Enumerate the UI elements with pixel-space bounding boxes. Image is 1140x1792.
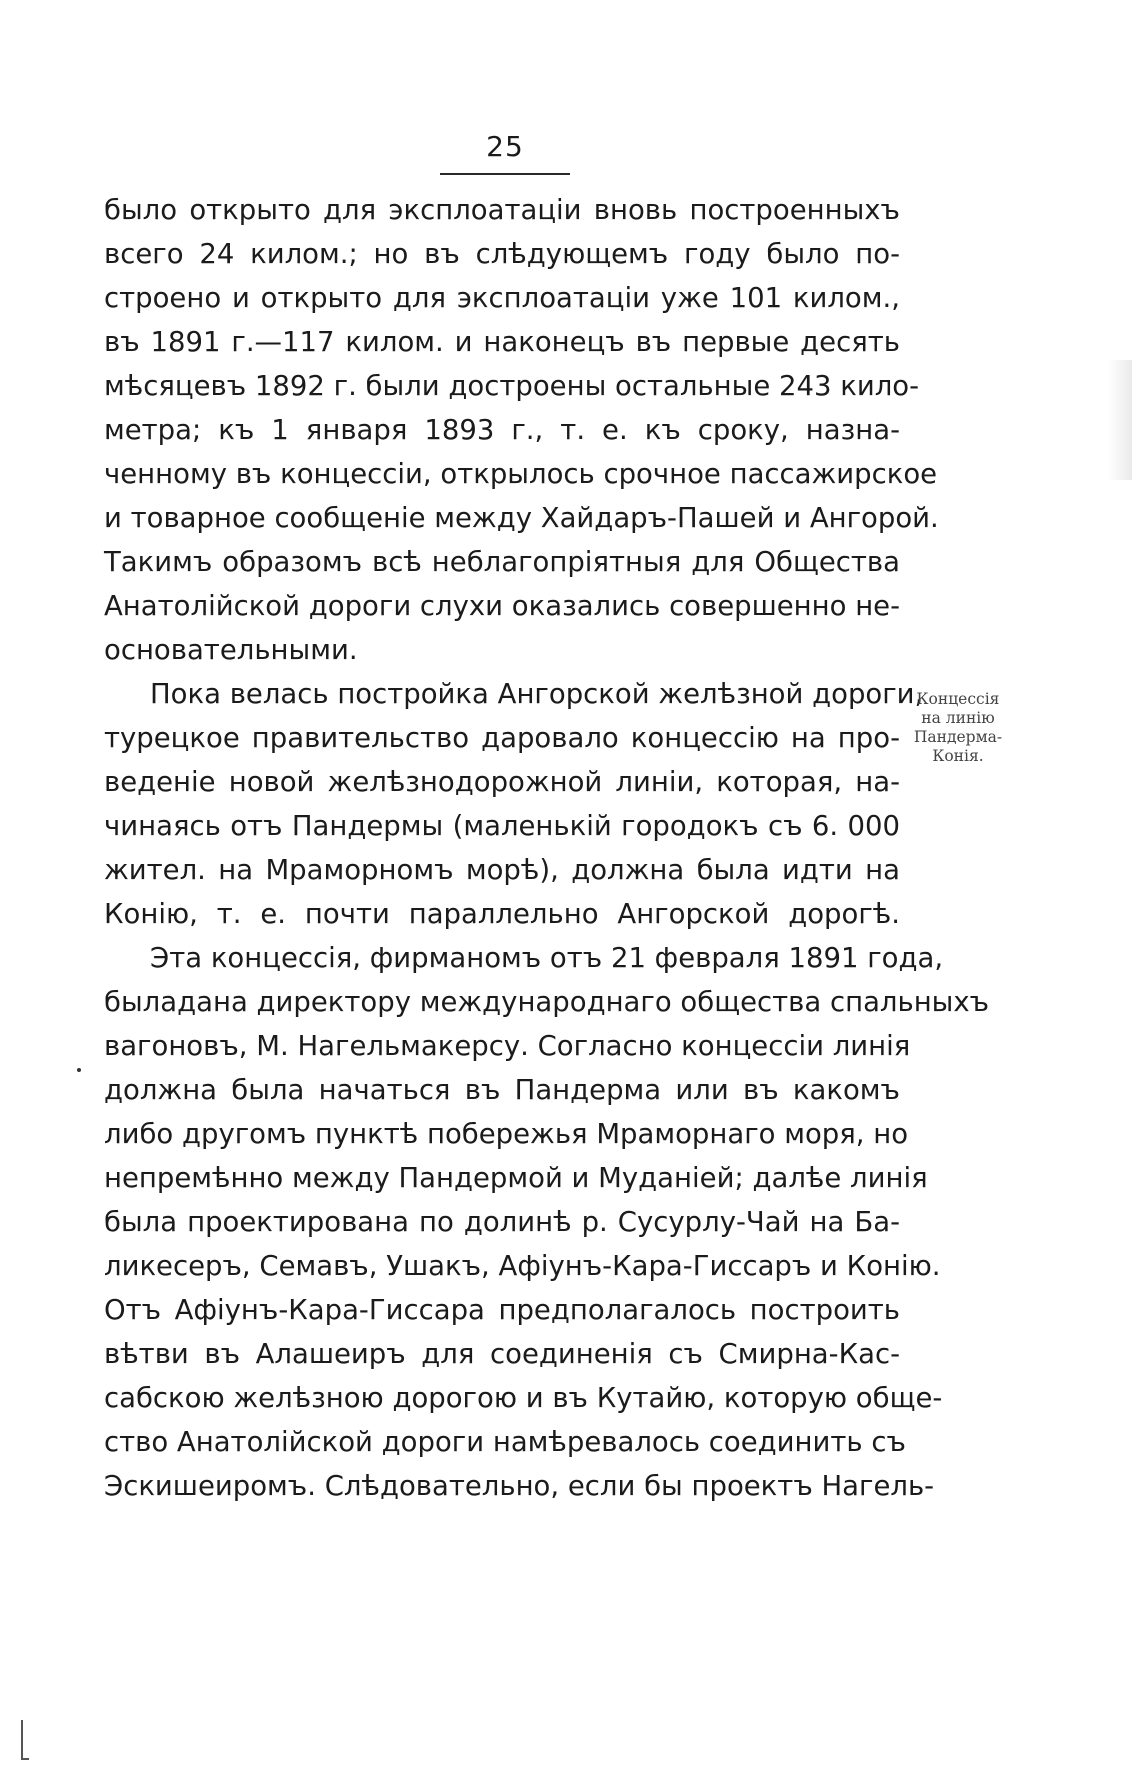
- text-line: сабскою желѣзною дорогою и въ Кутайю, которую обще-: [104, 1382, 943, 1414]
- margin-note-line: на линію: [921, 709, 995, 727]
- page-number-rule: [440, 173, 570, 175]
- margin-note-line: Пандерма-: [913, 728, 1003, 746]
- margin-note: [888, 690, 1028, 766]
- text-line: было открыто для эксплоатаціи вновь построенныхъ: [104, 194, 900, 226]
- text-line: въ 1891 г.—117 килом. и наконецъ въ первые десять: [104, 326, 900, 358]
- text-line: метра; къ 1 января 1893 г., т. е. къ сроку, назна-: [104, 414, 900, 446]
- page-number: 25: [486, 130, 524, 163]
- text-line: Конію, т. е. почти параллельно Ангорской дорогѣ.: [104, 898, 900, 930]
- scan-mark-foot: [21, 1758, 29, 1760]
- text-line: веденіе новой желѣзнодорожной линіи, которая, на-: [104, 766, 900, 798]
- text-line: основательными.: [104, 634, 358, 666]
- text-line: Анатолійской дороги слухи оказались совершенно не-: [104, 590, 901, 622]
- text-line: ство Анатолійской дороги намѣревалось соединить съ: [104, 1426, 906, 1458]
- text-line: жител. на Мраморномъ морѣ), должна была идти на: [104, 854, 900, 886]
- text-line: Пока велась постройка Ангорской желѣзной дороги,: [150, 678, 924, 710]
- text-line: непремѣнно между Пандермой и Муданіей; далѣе линія: [104, 1162, 928, 1194]
- text-line: быладана директору международнаго общества спальныхъ: [104, 986, 990, 1018]
- text-line: чинаясь отъ Пандермы (маленькій городокъ съ 6. 000: [104, 810, 900, 842]
- text-line: вагоновъ, М. Нагельмакерсу. Согласно концессіи линія: [104, 1030, 911, 1062]
- text-line: либо другомъ пунктѣ побережья Мраморнаго моря, но: [104, 1118, 909, 1150]
- text-line: Такимъ образомъ всѣ неблагопріятныя для Общества: [104, 546, 900, 578]
- margin-note-line: Конія.: [932, 747, 984, 765]
- scan-speck: [77, 1068, 81, 1072]
- text-line: всего 24 килом.; но въ слѣдующемъ году было по-: [104, 238, 900, 270]
- text-line: Эта концессія, фирманомъ отъ 21 февраля 1891 года,: [150, 942, 944, 974]
- text-line: Эскишеиромъ. Слѣдовательно, если бы проектъ Нагель-: [104, 1470, 935, 1502]
- text-line: была проектирована по долинѣ р. Сусурлу-Чай на Ба-: [104, 1206, 900, 1238]
- scan-shadow: [1108, 360, 1132, 480]
- text-line: должна была начаться въ Пандерма или въ какомъ: [104, 1074, 900, 1106]
- text-line: мѣсяцевъ 1892 г. были достроены остальные 243 кило-: [104, 370, 920, 402]
- scan-mark: [21, 1720, 23, 1760]
- text-line: турецкое правительство даровало концессію на про-: [104, 722, 900, 754]
- text-line: строено и открыто для эксплоатаціи уже 101 килом.,: [104, 282, 900, 314]
- text-line: Отъ Афіунъ-Кара-Гиссара предполагалось построить: [104, 1294, 900, 1326]
- text-line: ликесеръ, Семавъ, Ушакъ, Афіунъ-Кара-Гиссаръ и Конію.: [104, 1250, 941, 1282]
- text-line: и товарное сообщеніе между Хайдаръ-Пашей и Ангорой.: [104, 502, 939, 534]
- margin-note-line: Концессія: [916, 690, 1000, 708]
- text-line: вѣтви въ Алашеиръ для соединенія съ Смирна-Кас-: [104, 1338, 900, 1370]
- text-line: ченному въ концессіи, открылось срочное пассажирское: [104, 458, 938, 490]
